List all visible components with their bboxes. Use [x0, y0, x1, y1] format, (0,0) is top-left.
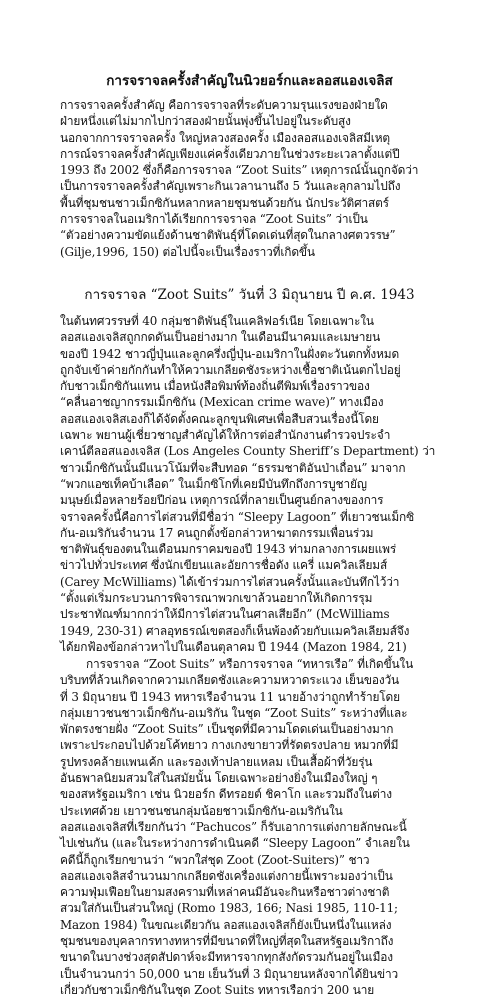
intro-paragraph: [60, 97, 440, 260]
text-line: ชาวเม็กซิกันนั้นมีแนวโน้มที่จะสืบทอด “ธรรมชาติอันป่าเถื่อน” มาจาก: [60, 460, 406, 475]
text-line: (Gilje,1996, 150) ต่อไปนี้จะเป็นเรื่องราวที่เกิดขึ้น: [60, 244, 315, 259]
text-line: เพราะประกอบไปด้วยโค้ทยาว กางเกงขายาวที่รัดตรงปลาย หมวกที่มี: [60, 738, 399, 753]
text-line: ประชาทัณฑ์มากกว่าให้มีการไต่สวนในศาลเสียอีก” (McWilliams: [60, 607, 390, 622]
text-line: บริบทที่ล้วนเกิดจากความเกลียดชังและความหวาดระแวง เย็นของวัน: [60, 673, 399, 688]
text-line: ลอสแองเจลิสถูกกดดันเป็นอย่างมาก ในเดือนมีนาคมและเมษายน: [60, 330, 381, 345]
text-line: ความฟุ่มเฟือยในยามสงครามที่เหล่าคนมีอันจะกินหรือชาวต่างชาติ: [60, 885, 390, 900]
text-line: ข่าวไปทั่วประเทศ ซึ่งนักเขียนและอัยการชื่อดัง แครี่ แมควิลเลียมส์: [60, 558, 388, 573]
text-line: การจราจลในอเมริกาได้เรียกการจราจล “Zoot Suits” ว่าเป็น: [60, 212, 368, 227]
text-line: เฉพาะ พยานผู้เชี่ยวชาญสำคัญได้ให้การต่อสำนักงานตำรวจประจำ: [60, 428, 391, 443]
text-line: ไปเช่นกัน (และในระหว่างการดำเนินคดี “Sleepy Lagoon” จำเลยใน: [60, 836, 410, 851]
text-line: นอกจากการจราจลครั้ง ใหญ่หลวงสองครั้ง เมืองลอสแองเจลิสมีเหตุ: [60, 130, 390, 145]
text-line: เป็นการจราจลครั้งสำคัญเพราะกินเวลานานถึง 5 วันและลุกลามไปถึง: [60, 179, 401, 194]
text-line: การจราจล “Zoot Suits” หรือการจราจล “ทหารเรือ” ที่เกิดขึ้นใน: [86, 657, 414, 671]
text-line: ชุมชนของบุคลากรทางทหารที่มีขนาดที่ใหญ่ที่สุดในสหรัฐอเมริกาถึง: [60, 934, 394, 949]
text-line: ของปี 1942 ชาวญี่ปุ่นและลูกครึ่งญี่ปุ่น-อเมริกาในฝั่งตะวันตกทั้งหมด: [60, 346, 400, 361]
text-line: 1949, 230-31) ศาลอุทธรณ์เขตสองก็เห็นพ้องด้วยกับแมควิลเลียมส์จึง: [60, 623, 410, 638]
text-line: กลุ่มเยาวชนชาวเม็กซิกัน-อเมริกัน ในชุด “Zoot Suits” ระหว่างที่และ: [60, 705, 408, 720]
text-line: ของสหรัฐอเมริกา เช่น นิวยอร์ก ดีทรอยต์ ชิคาโก และรวมถึงในต่าง: [60, 787, 392, 802]
text-line: ชาติพันธุ์ของตนในเดือนมกราคมของปี 1943 ท่ามกลางการเผยแพร่: [60, 542, 397, 557]
text-line: “ตั้งแต่เริ่มกระบวนการพิจารณาพวกเขาล้วนอยากให้เกิดการรุม: [60, 591, 373, 606]
text-line: เป็นจำนวนกว่า 50,000 นาย เย็นวันที่ 3 มิถุนายนหลังจากได้ยินข่าว: [60, 966, 399, 981]
text-line: ได้ยกฟ้องข้อกล่าวหาไปในเดือนตุลาคม ปี 1944 (Mazon 1984, 21): [60, 639, 407, 654]
text-line: พื้นที่ชุมชนชาวเม็กซิกันหลากหลายชุมชนด้วยกัน นักประวัติศาสตร์: [60, 195, 389, 210]
text-line: กัน-อเมริกันจำนวน 17 คนถูกตั้งข้อกล่าวหาฆาตกรรมเพื่อนร่วม: [60, 525, 374, 540]
section-heading: การจราจล “Zoot Suits” วันที่ 3 มิถุนายน ปี ค.ศ. 1943: [84, 287, 415, 303]
text-line: พักตรงชายฝั่ง “Zoot Suits” เป็นชุดที่มีความโดดเด่นเป็นอย่างมาก: [60, 722, 394, 737]
text-line: เคาน์ตีลอสแองเจลิส (Los Angeles County Sheriff’s Department) ว่า: [60, 444, 436, 459]
text-line: การจราจลครั้งสำคัญ คือการจราจลที่ระดับความรุนแรงของฝ่ายใด: [60, 98, 388, 112]
text-line: รูปทรงคล้ายแพนเค้ก และรองเท้าปลายแหลม เป็นเสื้อผ้าที่วัยรุ่น: [60, 754, 373, 769]
text-line: ถูกจับเข้าค่ายกักกันทำให้ความเกลียดชังระหว่างเชื้อชาติเน้นตกไปอยู่: [60, 362, 401, 377]
text-line: ที่ 3 มิถุนายน ปี 1943 ทหารเรือจำนวน 11 นายอ้างว่าถูกทำร้ายโดย: [60, 689, 400, 704]
text-line: กับชาวเม็กซิกันแทน เมื่อหนังสือพิมพ์ท้องถิ่นตีพิมพ์เรื่องราวของ: [60, 379, 370, 394]
text-line: ลอสแองเจลิสที่เรียกกันว่า “Pachucos” ก็รับเอาการแต่งกายลักษณะนี้: [60, 819, 407, 834]
text-line: สวมใส่กันเป็นส่วนใหญ่ (Romo 1983, 166; Nasi 1985, 110-11;: [60, 901, 398, 916]
text-line: ลอสแองเจลิสจำนวนมากเกลียดชังเครื่องแต่งกายนี้เพราะมองว่าเป็น: [60, 868, 393, 883]
text-line: “คลื่นอาชญากรรมเม็กซิกัน (Mexican crime wave)” ทางเมือง: [60, 395, 384, 410]
text-line: การณ์จราจลครั้งสำคัญเพียงแค่ครั้งเดียวภายในช่วงระยะเวลาตั้งแต่ปี: [60, 146, 400, 161]
text-line: (Carey McWilliams) ได้เข้าร่วมการไต่สวนครั้งนั้นและบันทึกไว้ว่า: [60, 574, 400, 589]
text-line: “ตัวอย่างความขัดแย้งด้านชาติพันธุ์ที่โดดเด่นที่สุดในกลางศตวรรษ”: [60, 228, 396, 243]
text-line: ขนาดในบางช่วงสุดสัปดาห์จะมีทหารจากทุกสังกัดรวมกันอยู่ในเมือง: [60, 950, 393, 965]
text-line: เกี่ยวกับชาวเม็กซิกันในชุด Zoot Suits ทหารเรือกว่า 200 นาย: [60, 982, 375, 997]
section-paragraph-2: [60, 656, 440, 998]
section-paragraph-1: [60, 313, 440, 655]
text-line: คดีนี้ก็ถูกเรียกขานว่า “พวกใส่ชุด Zoot (Zoot-Suiters)” ชาว: [60, 852, 370, 867]
text-line: มนุษย์เมื่อหลายร้อยปีก่อน เหตุการณ์ที่กลายเป็นศูนย์กลางของการ: [60, 493, 384, 508]
text-line: ประเทศด้วย เยาวชนชนกลุ่มน้อยชาวเม็กซิกัน-อเมริกันใน: [60, 803, 343, 818]
text-line: ฝ่ายหนึ่งแต่ไม่มากไปกว่าสองฝ่ายนั้นพุ่งขึ้นไปอยู่ในระดับสูง: [60, 114, 351, 129]
text-line: จราจลครั้งนี้คือการไต่สวนที่มีชื่อว่า “Sleepy Lagoon” ที่เยาวชนเม็กซิ: [60, 509, 414, 524]
text-line: “พวกแอซเท็คบ้าเลือด” ในเม็กซิโกที่เคยมีบันทึกถึงการบูชายัญ: [60, 476, 367, 491]
text-line: อันธพาลนิยมสวมใส่ในสมัยนั้น โดยเฉพาะอย่างยิ่งในเมืองใหญ่ ๆ: [60, 771, 378, 786]
text-line: 1993 ถึง 2002 ซึ่งก็คือการจราจล “Zoot Suits” เหตุการณ์นั้นถูกจัดว่า: [60, 163, 419, 178]
text-line: ในต้นทศวรรษที่ 40 กลุ่มชาติพันธุ์ในแคลิฟอร์เนีย โดยเฉพาะใน: [60, 314, 374, 328]
text-line: ลอสแองเจลิสเองก็ได้จัดตั้งคณะลูกขุนพิเศษเพื่อสืบสวนเรื่องนี้โดย: [60, 411, 379, 426]
text-line: Mazon 1984) ในขณะเดียวกัน ลอสแองเจลิสก็ยังเป็นหนึ่งในแหล่ง: [60, 917, 392, 932]
document-title: การจราจลครั้งสำคัญในนิวยอร์กและลอสแองเจลิส: [106, 73, 393, 89]
